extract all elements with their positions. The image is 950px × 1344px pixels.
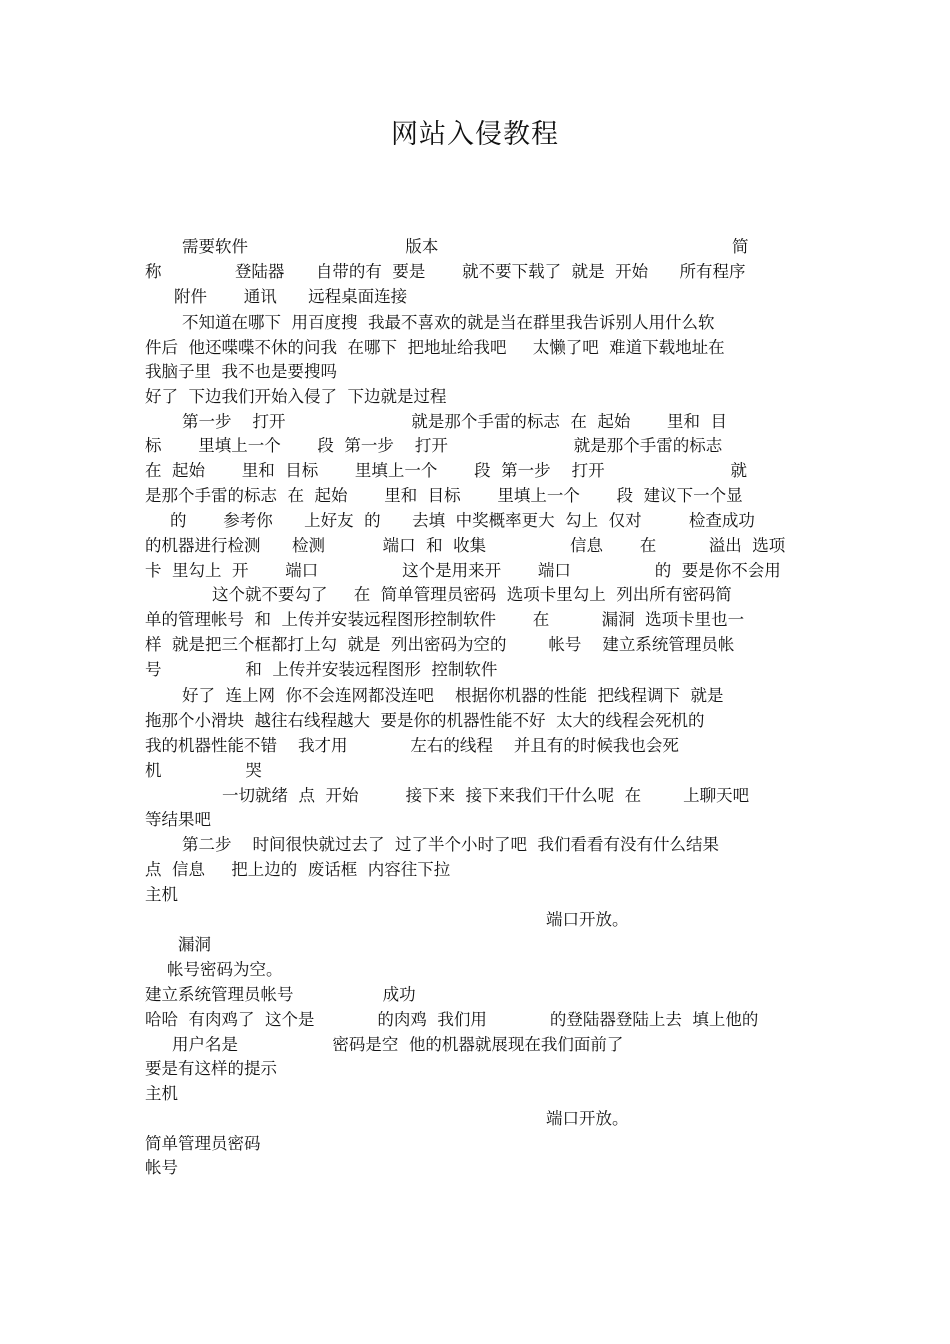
text-line: 是那个手雷的标志 在 起始 里和 目标 里填上一个 段 建议下一个显 xyxy=(145,486,743,505)
text-line: 拖那个小滑块 越往右线程越大 要是你的机器性能不好 太大的线程会死机的 xyxy=(145,711,705,730)
text-line: 机 哭 xyxy=(145,761,262,780)
text-line: 我的机器性能不错 我才用 左右的线程 并且有的时候我也会死 xyxy=(145,736,679,755)
text-line: 主机 xyxy=(145,1084,178,1103)
text-line: 样 就是把三个框都打上勾 就是 列出密码为空的 帐号 建立系统管理员帐 xyxy=(145,635,735,654)
text-line: 端口开放。 xyxy=(546,910,629,929)
text-line: 需要软件 版本 简 xyxy=(182,237,749,256)
text-line: 不知道在哪下 用百度搜 我最不喜欢的就是当在群里我告诉别人用什么软 xyxy=(182,313,715,332)
text-line: 卡 里勾上 开 端口 这个是用来开 端口 的 要是你不会用 xyxy=(145,561,781,580)
text-line: 号 和 上传并安装远程图形 控制软件 xyxy=(145,660,498,679)
text-line: 标 里填上一个 段 第一步 打开 就是那个手雷的标志 xyxy=(145,436,723,455)
text-line: 用户名是 密码是空 他的机器就展现在我们面前了 xyxy=(172,1035,624,1054)
text-line: 单的管理帐号 和 上传并安装远程图形控制软件 在 漏洞 选项卡里也一 xyxy=(145,610,745,629)
text-line: 件后 他还喋喋不休的问我 在哪下 把地址给我吧 太懒了吧 难道下载地址在 xyxy=(145,338,725,357)
text-line: 帐号 xyxy=(145,1158,178,1177)
text-line: 好了 下边我们开始入侵了 下边就是过程 xyxy=(145,387,447,406)
text-line: 端口开放。 xyxy=(546,1109,629,1128)
text-line: 建立系统管理员帐号 成功 xyxy=(145,985,416,1004)
text-line: 称 登陆器 自带的有 要是 就不要下载了 就是 开始 所有程序 xyxy=(145,262,746,281)
text-line: 这个就不要勾了 在 简单管理员密码 选项卡里勾上 列出所有密码简 xyxy=(212,585,732,604)
text-line: 的 参考你 上好友 的 去填 中奖概率更大 勾上 仅对 检查成功 xyxy=(170,511,755,530)
text-line: 的机器进行检测 检测 端口 和 收集 信息 在 溢出 选项 xyxy=(145,536,786,555)
text-line: 点 信息 把上边的 废话框 内容往下拉 xyxy=(145,860,451,879)
text-line: 附件 通讯 远程桌面连接 xyxy=(174,287,408,306)
text-line: 好了 连上网 你不会连网都没连吧 根据你机器的性能 把线程调下 就是 xyxy=(182,686,724,705)
text-line: 第二步 时间很快就过去了 过了半个小时了吧 我们看看有没有什么结果 xyxy=(182,835,719,854)
text-line: 哈哈 有肉鸡了 这个是 的肉鸡 我们用 的登陆器登陆上去 填上他的 xyxy=(145,1010,759,1029)
text-line: 简单管理员密码 xyxy=(145,1134,261,1153)
text-line: 帐号密码为空。 xyxy=(167,960,283,979)
text-line: 漏洞 xyxy=(178,935,211,954)
text-line: 要是有这样的提示 xyxy=(145,1059,277,1078)
text-line: 我脑子里 我不也是要搜吗 xyxy=(145,362,337,381)
text-line: 一切就绪 点 开始 接下来 接下来我们干什么呢 在 上聊天吧 xyxy=(222,786,750,805)
text-line: 在 起始 里和 目标 里填上一个 段 第一步 打开 就 xyxy=(145,461,747,480)
text-line: 主机 xyxy=(145,885,178,904)
text-line: 第一步 打开 就是那个手雷的标志 在 起始 里和 目 xyxy=(182,412,728,431)
text-line: 等结果吧 xyxy=(145,810,211,829)
document-title: 网站入侵教程 xyxy=(391,119,559,150)
